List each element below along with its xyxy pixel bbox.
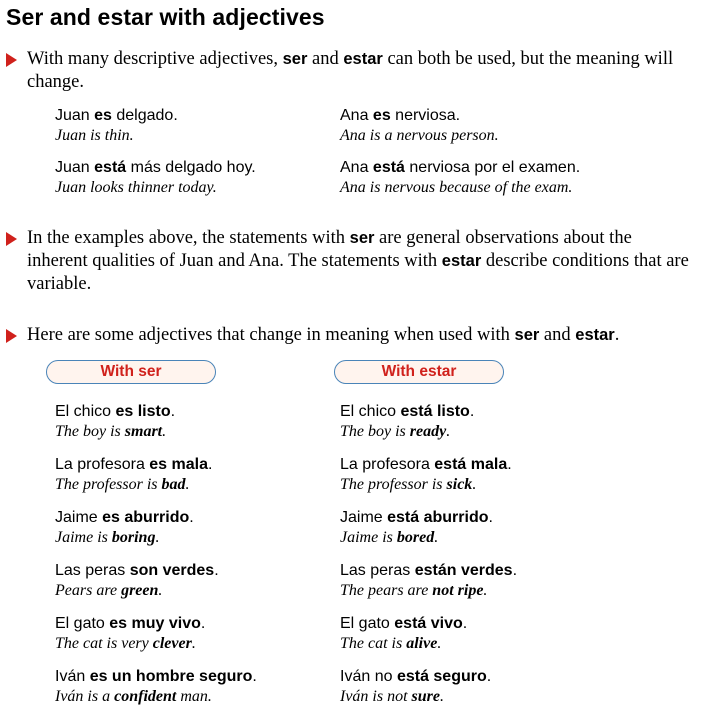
example-item [55,158,256,198]
ser-spanish: Iván es un hombre seguro. [55,668,257,685]
with-ser-header: With ser [46,360,216,384]
bullet-arrow-icon [6,53,17,67]
estar-item [340,402,474,442]
estar-item [340,614,467,654]
estar-spanish: El gato está vivo. [340,615,468,632]
example-spanish: Juan está más delgado hoy. [55,159,256,176]
list-intro-paragraph: Here are some adjectives that change in meaning when used with ser and estar. [27,325,620,345]
ser-item [55,667,257,707]
ser-item [55,508,194,548]
ser-item [55,455,212,495]
estar-spanish: Jaime está aburrido. [340,509,493,526]
page-title: Ser and estar with adjectives [6,4,325,30]
example-spanish: Ana es nerviosa. [340,107,461,124]
example-item [55,106,178,146]
intro-text-2: and [307,49,344,69]
estar-english: Jaime is bored. [340,529,439,546]
example-english: Juan looks thinner today. [55,179,217,196]
estar-spanish: Iván no está seguro. [340,668,492,685]
explanation-paragraph: In the examples above, the statements with ser are general observations about the inherent qualities of Juan and Ana. The statements with estar describe conditions that are variable. [27,228,689,294]
ser-english: The professor is bad. [55,476,190,493]
intro-bold-ser: ser [282,50,308,68]
estar-english: The pears are not ripe. [340,582,488,599]
ser-item [55,614,205,654]
estar-spanish: El chico está listo. [340,403,475,420]
estar-english: The boy is ready. [340,423,451,440]
estar-item [340,667,491,707]
bullet-arrow-icon [6,232,17,246]
ser-english: Jaime is boring. [55,529,160,546]
ser-english: Pears are green. [55,582,163,599]
estar-item [340,508,493,548]
example-spanish: Ana está nerviosa por el examen. [340,159,581,176]
ser-spanish: Jaime es aburrido. [55,509,194,526]
estar-english: The cat is alive. [340,635,442,652]
intro-text-3: can both be used, but the meaning will change. [27,49,674,92]
example-item [340,106,499,146]
bullet-arrow-icon [6,329,17,343]
estar-spanish: Las peras están verdes. [340,562,518,579]
with-estar-header: With estar [334,360,504,384]
ser-spanish: El chico es listo. [55,403,176,420]
ser-item [55,402,175,442]
estar-spanish: La profesora está mala. [340,456,512,473]
estar-item [340,455,512,495]
ser-spanish: La profesora es mala. [55,456,213,473]
intro-bold-estar: estar [343,50,383,68]
example-item [340,158,580,198]
ser-item [55,561,219,601]
estar-item [340,561,517,601]
intro-text-1: With many descriptive adjectives, [27,49,283,69]
ser-english: The cat is very clever. [55,635,196,652]
estar-english: Iván is not sure. [340,688,444,705]
ser-spanish: Las peras son verdes. [55,562,219,579]
example-english: Juan is thin. [55,127,134,144]
ser-english: Iván is a confident man. [55,688,212,705]
example-english: Ana is a nervous person. [340,127,499,144]
estar-english: The professor is sick. [340,476,477,493]
example-spanish: Juan es delgado. [55,107,178,124]
intro-paragraph [27,48,692,94]
ser-english: The boy is smart. [55,423,167,440]
example-english: Ana is nervous because of the exam. [340,179,573,196]
ser-spanish: El gato es muy vivo. [55,615,206,632]
